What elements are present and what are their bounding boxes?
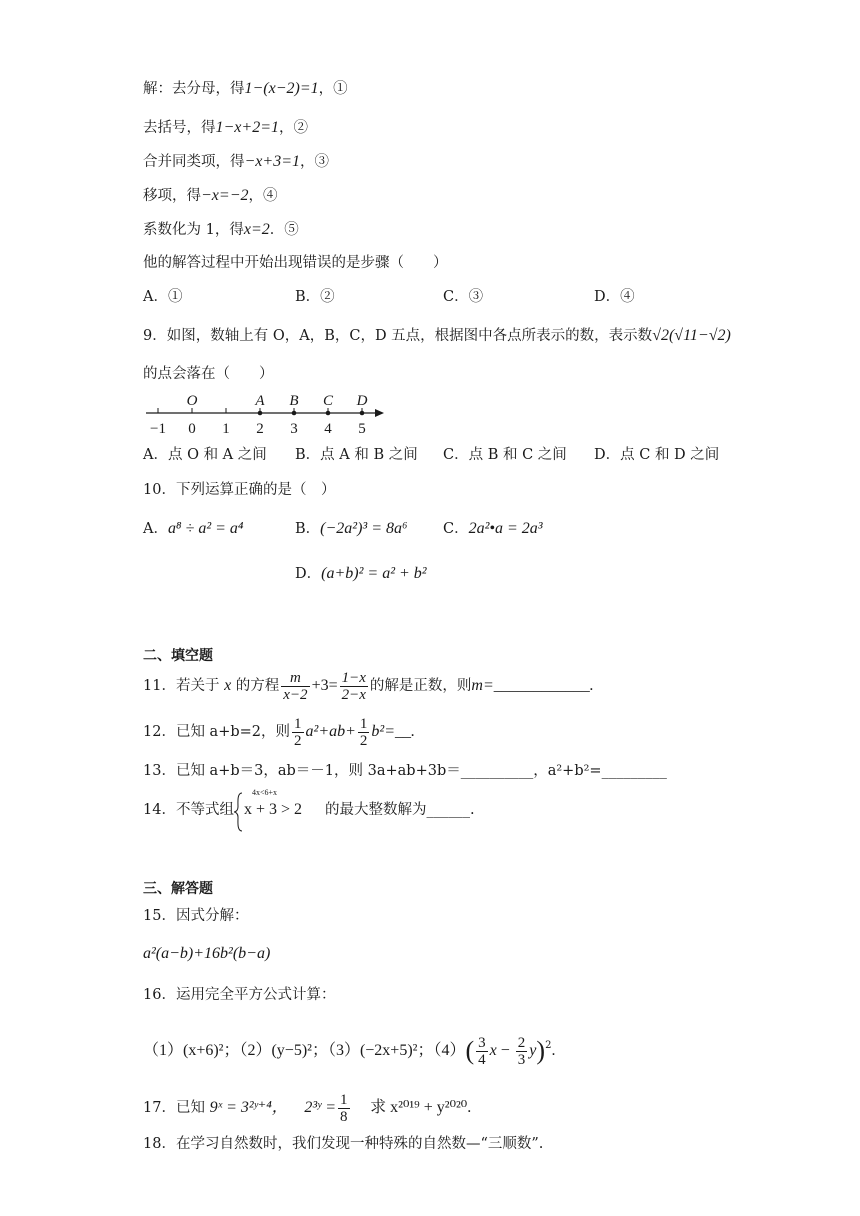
q11-plus: +3= — [311, 677, 338, 694]
step-text: 解：去分母，得 — [143, 81, 245, 97]
option-c: C．③ — [443, 289, 484, 305]
q10-option-c — [443, 519, 543, 539]
option-d: D．④ — [594, 289, 635, 305]
numerator: 2 — [517, 1034, 526, 1051]
q16: 16．运用完全平方公式计算： — [143, 987, 336, 1003]
axis-tick-label: 1 — [222, 421, 230, 437]
q12-text: 12．已知 a+b=2，则 — [143, 724, 291, 740]
q11-fraction-2 — [340, 670, 368, 703]
step-text: 合并同类项，得 — [143, 154, 245, 170]
q16-fraction-2 — [516, 1035, 528, 1068]
step-mark: ，④ — [248, 188, 278, 204]
solution-step-1 — [143, 79, 348, 99]
denominator: 8 — [340, 1108, 348, 1125]
q16-items-text: （1）(x+6)²；（2）(y−5)²；（3）(−2x+5)²；（4） — [143, 1042, 466, 1059]
q12-fraction-2 — [358, 716, 370, 749]
option-label: A． — [143, 521, 168, 537]
period: . — [551, 1042, 556, 1059]
number-line-point — [326, 411, 331, 416]
point-label: B — [289, 393, 299, 409]
step-mark: ．⑤ — [269, 222, 299, 238]
q13: 13．已知 a+b＝3，ab＝－1，则 3a+ab+3b＝__________，a²+b²=_________ — [143, 763, 667, 779]
denominator: x−2 — [283, 686, 308, 703]
q14-post: 的最大整数解为______. — [325, 802, 475, 818]
q11-text-2: 的方程 — [235, 678, 280, 694]
numerator: 3 — [478, 1034, 486, 1051]
q11-fraction-1 — [281, 670, 309, 703]
axis-tick-label: 5 — [358, 421, 366, 437]
numerator: m — [290, 669, 301, 686]
q10-option-b — [295, 519, 408, 539]
step-math: −x+3=1 — [244, 153, 300, 170]
step-text: 去括号，得 — [143, 120, 216, 136]
q17-equation-1: 9ˣ = 3²ʸ⁺⁴， — [209, 1099, 288, 1116]
section-3-title: 三、解答题 — [143, 881, 213, 897]
point-label: D — [356, 393, 368, 409]
q9-option-a: A．点 O 和 A 之间 — [143, 447, 267, 463]
denominator: 3 — [517, 1051, 526, 1068]
step-text: 系数化为 1，得 — [143, 222, 244, 238]
axis-tick-label: 3 — [290, 421, 298, 437]
option-b: B．② — [295, 289, 335, 305]
denominator: 2 — [359, 732, 368, 749]
q10-option-d — [295, 564, 427, 584]
point-label: O — [186, 393, 198, 409]
section-2-title: 二、填空题 — [143, 648, 213, 664]
q9-expression: √2(√11−√2) — [652, 327, 731, 344]
numerator: 1 — [340, 1091, 348, 1108]
q11 — [143, 668, 594, 704]
point-label: A — [255, 393, 265, 409]
step-text: 移项，得 — [143, 188, 201, 204]
q9-stem-text: 9．如图，数轴上有 O，A，B，C，D 五点，根据图中各点所表示的数，表示数 — [143, 328, 653, 344]
q17 — [143, 1088, 471, 1128]
q17-ask: 求 x²⁰¹⁹ + y²⁰²⁰. — [370, 1099, 472, 1116]
q9-option-c: C．点 B 和 C 之间 — [443, 447, 567, 463]
brace-icon — [233, 792, 243, 832]
q14 — [143, 800, 234, 820]
solution-step-3 — [143, 152, 329, 172]
step-math: 1−(x−2)=1 — [244, 80, 319, 97]
q17-fraction — [338, 1092, 350, 1125]
axis-tick-label: 2 — [256, 421, 264, 437]
option-label: C． — [443, 521, 469, 537]
q17-text: 17．已知 — [143, 1100, 205, 1116]
option-math: (a+b)² = a² + b² — [321, 565, 427, 582]
solution-step-5 — [143, 220, 299, 240]
q17-equation-2: 2³ʸ = — [304, 1099, 337, 1116]
number-line-point — [292, 411, 297, 416]
step-mark: ，① — [318, 81, 348, 97]
solution-step-2 — [143, 118, 308, 138]
number-line-point — [360, 411, 365, 416]
option-a: A．① — [143, 289, 183, 305]
step-mark: ，② — [279, 120, 308, 136]
question-text: 他的解答过程中开始出现错误的是步骤（ ） — [143, 255, 448, 271]
solution-step-4 — [143, 186, 278, 206]
numerator: 1 — [294, 715, 302, 732]
q11-var: x — [224, 677, 232, 694]
axis-tick-label: 0 — [188, 421, 196, 437]
q12-expr: a²+ab+ — [305, 723, 356, 740]
number-line-point — [258, 411, 263, 416]
q12 — [143, 714, 415, 750]
q9-stem — [143, 326, 731, 346]
q16-fraction-1 — [476, 1035, 488, 1068]
q11-text-3: 的解是正数，则 — [369, 678, 472, 694]
q11-text: 11．若关于 — [143, 678, 220, 694]
numerator: 1 — [359, 715, 368, 732]
q10-option-a — [143, 519, 243, 539]
denominator: 4 — [478, 1051, 486, 1068]
q16-var-x: x — [489, 1042, 497, 1059]
step-math: x=2 — [243, 221, 270, 238]
square-exponent: 2 — [545, 1040, 552, 1051]
point-label: C — [322, 393, 334, 409]
option-label: D． — [295, 566, 322, 582]
option-label: B． — [295, 521, 321, 537]
open-paren: ( — [465, 1036, 475, 1065]
arrow-icon — [375, 409, 384, 417]
q9-option-b: B．点 A 和 B 之间 — [295, 447, 418, 463]
q18: 18．在学习自然数时，我们发现一种特殊的自然数—“三顺数”. — [143, 1136, 544, 1152]
q15-expression: a²(a−b)+16b²(b−a) — [143, 945, 271, 962]
q12-fraction-1 — [292, 716, 304, 749]
q10-stem: 10．下列运算正确的是（ ） — [143, 482, 336, 498]
numerator: 1−x — [341, 669, 366, 686]
axis-tick-label: −1 — [150, 421, 166, 437]
number-line — [140, 390, 390, 438]
q14-text: 14．不等式组 — [143, 802, 234, 818]
step-math: 1−x+2=1 — [215, 119, 279, 136]
q15: 15．因式分解： — [143, 908, 249, 924]
q12-expr-2: b²=__. — [371, 723, 415, 740]
denominator: 2 — [294, 732, 302, 749]
minus-sign: − — [496, 1042, 514, 1059]
option-math: a⁸ ÷ a² = a⁴ — [167, 520, 244, 537]
option-math: (−2a²)³ = 8a⁶ — [320, 520, 408, 537]
q16-items — [143, 1026, 555, 1071]
q9-stem-2: 的点会落在（ ） — [143, 366, 274, 382]
step-math: −x=−2 — [201, 187, 249, 204]
option-math: 2a²•a = 2a³ — [468, 520, 543, 537]
close-paren: ) — [536, 1036, 546, 1065]
q16-var-y: y — [529, 1042, 537, 1059]
axis-tick-label: 4 — [324, 421, 332, 437]
q9-option-d: D．点 C 和 D 之间 — [594, 447, 720, 463]
denominator: 2−x — [341, 686, 366, 703]
q14-top-inequality: 4x<6+x — [252, 788, 278, 797]
step-mark: ，③ — [300, 154, 329, 170]
q11-answer-blank: m=____________. — [471, 677, 594, 694]
q14-bottom-inequality: x + 3 > 2 — [244, 801, 303, 818]
